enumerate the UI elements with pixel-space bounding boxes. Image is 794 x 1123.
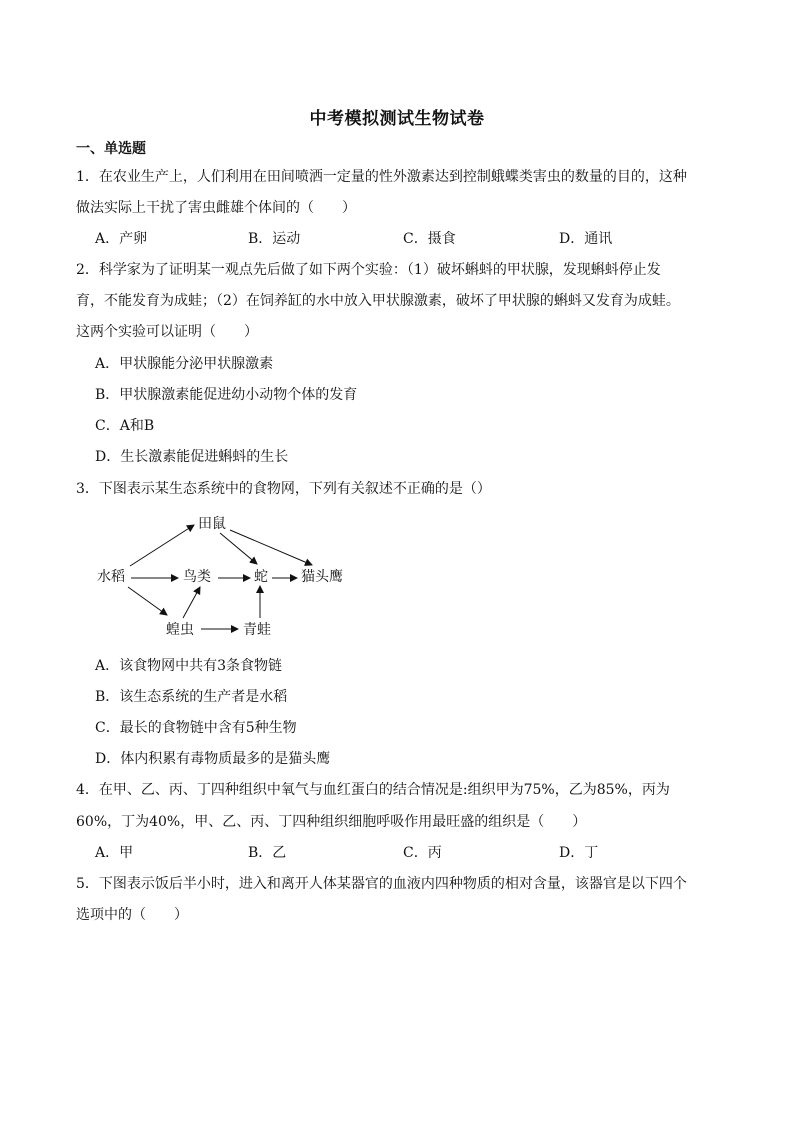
question-4-option-c — [403, 842, 442, 862]
option-letter: A． — [95, 356, 120, 372]
option-text: 丁 — [584, 845, 599, 861]
option-text: 乙 — [272, 845, 287, 861]
option-letter: C． — [403, 845, 428, 861]
option-text: 丙 — [427, 845, 442, 861]
option-text: 通讯 — [584, 231, 613, 247]
question-1-option-c — [403, 228, 456, 248]
question-3-option-a — [95, 655, 282, 675]
option-letter: D． — [559, 231, 585, 247]
arrow-locust-bird — [183, 587, 200, 618]
node-snake: 蛇 — [254, 569, 268, 585]
question-2-line-1: 2．科学家为了证明某一观点先后做了如下两个实验：（1）破坏蝌蚪的甲状腺，发现蝌蚪停止发 — [76, 262, 661, 278]
question-3-option-b — [95, 686, 287, 706]
question-2-option-c — [95, 415, 154, 435]
question-1-option-d — [559, 228, 612, 248]
exam-title: 中考模拟测试生物试卷 — [309, 109, 485, 129]
option-text: 该食物网中共有3条食物链 — [119, 658, 283, 674]
node-rice: 水稻 — [97, 569, 125, 585]
option-letter: B． — [95, 387, 120, 403]
option-letter: D． — [559, 845, 585, 861]
question-4-option-a — [95, 842, 133, 862]
arrow-rice-mouse — [130, 525, 194, 566]
option-letter: C． — [95, 418, 120, 434]
question-4-option-b — [248, 842, 286, 862]
option-text: 甲状腺能分泌甲状腺激素 — [119, 356, 274, 372]
question-1-line-1: 1．在农业生产上，人们利用在田间喷洒一定量的性外激素达到控制蛾蝶类害虫的数量的目的，这种 — [76, 169, 687, 185]
question-3-option-d — [95, 748, 330, 768]
option-letter: C． — [403, 231, 428, 247]
question-4-line-1: 4．在甲、乙、丙、丁四种组织中氧气与血红蛋白的结合情况是:组织甲为75%，乙为85%，丙为 — [76, 782, 670, 798]
option-text: 生长激素能促进蝌蚪的生长 — [120, 449, 289, 465]
option-letter: A． — [95, 845, 120, 861]
question-2-line-3: 这两个实验可以证明（ ） — [76, 324, 258, 340]
option-letter: D． — [95, 449, 121, 465]
node-mouse: 田鼠 — [198, 516, 226, 532]
question-4-line-2: 60%，丁为40%，甲、乙、丙、丁四种组织细胞呼吸作用最旺盛的组织是（ ） — [76, 814, 587, 830]
option-text: 摄食 — [427, 231, 456, 247]
food-web-diagram — [90, 508, 370, 643]
option-text: 甲 — [119, 845, 134, 861]
option-letter: B． — [248, 845, 273, 861]
option-text: 产卵 — [119, 231, 148, 247]
option-text: 体内积累有毒物质最多的是猫头鹰 — [120, 751, 331, 767]
arrow-mouse-snake — [220, 533, 257, 564]
option-text: 甲状腺激素能促进幼小动物个体的发育 — [119, 387, 358, 403]
question-3-option-c — [95, 717, 297, 737]
question-1-option-a — [95, 228, 147, 248]
section-title: 一、单选题 — [76, 141, 146, 157]
arrow-mouse-owl — [230, 530, 312, 565]
arrow-rice-locust — [128, 587, 167, 615]
question-1-option-b — [248, 228, 300, 248]
option-text: 运动 — [272, 231, 301, 247]
option-letter: A． — [95, 658, 120, 674]
node-bird: 鸟类 — [183, 569, 211, 585]
option-text: 该生态系统的生产者是水稻 — [119, 689, 288, 705]
option-text: A和B — [119, 418, 155, 434]
node-locust: 蝗虫 — [166, 622, 194, 638]
option-letter: B． — [248, 231, 273, 247]
question-5-line-1: 5．下图表示饭后半小时，进入和离开人体某器官的血液内四种物质的相对含量，该器官是以下四个 — [76, 876, 687, 892]
option-text: 最长的食物链中含有5种生物 — [119, 720, 297, 736]
question-2-line-2: 育，不能发育为成蛙；（2）在饲养缸的水中放入甲状腺激素，破坏了甲状腺的蝌蚪又发育为成蛙。 — [76, 293, 680, 309]
question-5-line-2: 选项中的（ ） — [76, 907, 188, 923]
node-frog: 青蛙 — [243, 622, 271, 638]
node-owl: 猫头鹰 — [301, 569, 343, 585]
question-4-option-d — [559, 842, 598, 862]
option-letter: C． — [95, 720, 120, 736]
question-2-option-a — [95, 353, 273, 373]
option-letter: B． — [95, 689, 120, 705]
question-2-option-b — [95, 384, 357, 404]
option-letter: A． — [95, 231, 120, 247]
question-1-line-2: 做法实际上干扰了害虫雌雄个体间的（ ） — [76, 200, 356, 216]
question-2-option-d — [95, 446, 288, 466]
question-3-line-1: 3．下图表示某生态系统中的食物网，下列有关叙述不正确的是（） — [76, 481, 491, 497]
option-letter: D． — [95, 751, 121, 767]
